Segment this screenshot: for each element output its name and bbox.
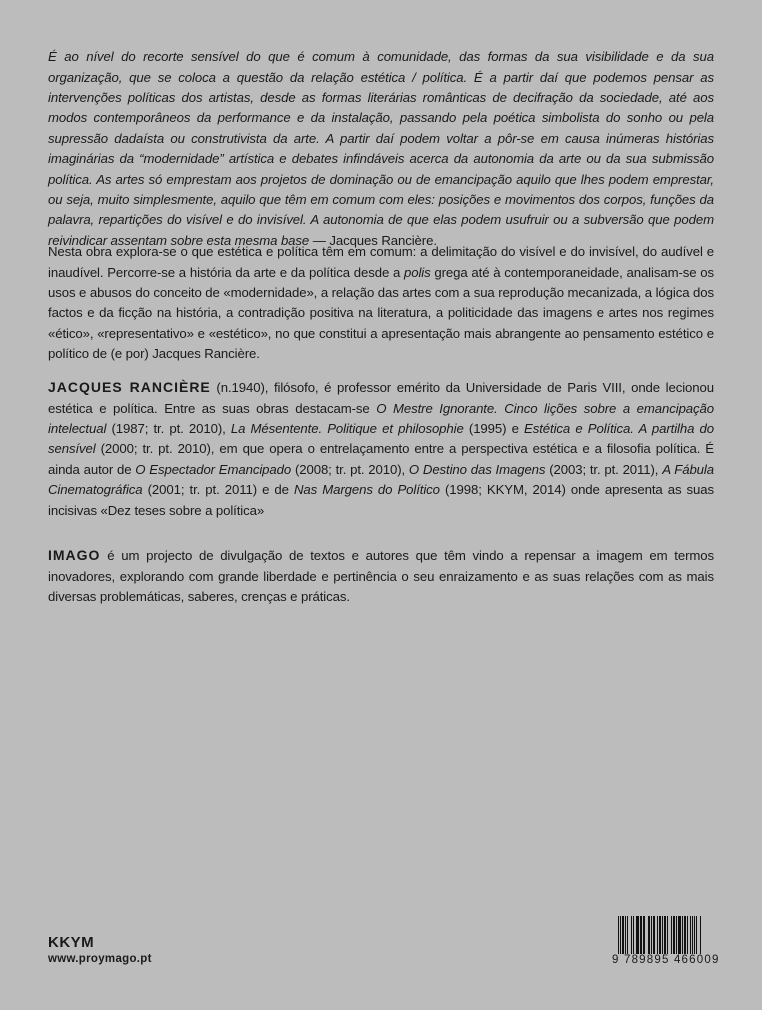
- imago-text: é um projecto de divulgação de textos e autores que têm vindo a repensar a imagem em termos inovadores, explorando com grande liberdade e pertinência o seu enraizamento e as suas relações com as mais diversas problemáticas, saberes, crenças e práticas.: [48, 548, 714, 604]
- book-title: O Mestre Ignorante. Cinco lições sobre a emancipação intelectual: [48, 400, 715, 436]
- summary-paragraph: [48, 242, 714, 364]
- author-bio: [48, 377, 714, 521]
- summary-text-1: Nesta obra explora-se o que estética e política têm em comum: a delimitação do visível e do invisível, do audível e inaudível. Percorre-se a história da arte e da política desde a: [48, 244, 714, 280]
- summary-polis: polis: [403, 264, 431, 280]
- author-name: JACQUES RANCIÈRE: [48, 379, 211, 396]
- bio-text: (1998; KKYM, 2014) onde apresenta as suas incisivas «Dez teses sobre a política»: [48, 482, 714, 518]
- imago-name: IMAGO: [48, 547, 101, 564]
- isbn-digits: 9 789895 466009: [612, 954, 720, 966]
- bio-text: (2000; tr. pt. 2010), em que opera o entrelaçamento entre a perspectiva estética e a filosofia política. É ainda autor de: [48, 441, 714, 477]
- book-title: O Espectador Emancipado: [135, 461, 292, 477]
- book-title: A Fábula Cinematográfica: [48, 461, 714, 498]
- bio-text: (2003; tr. pt. 2011),: [545, 461, 663, 477]
- quote-attribution: — Jacques Rancière.: [309, 232, 437, 248]
- barcode-bar: [701, 916, 702, 954]
- summary-text-2: grega até à contemporaneidade, analisam-se os usos e abusos do conceito de «modernidade», a relação das artes com a sua reprodução mecanizada, a lógica dos factos e da ficção na história, a contradição positiva na literatura, a politicidade das imagens e artes nos regimes «ético», «representativo» e «estético», no que constitui a apresentação mais abrangente ao pensamento estético e político de (e por) Jacques Rancière.: [48, 264, 714, 362]
- book-title: O Destino das Imagens: [408, 461, 546, 477]
- isbn-barcode: [612, 916, 720, 966]
- publisher-logo: KKYM: [48, 934, 95, 951]
- quote-text: É ao nível do recorte sensível do que é comum à comunidade, das formas da sua visibilidade e da sua organização, que se coloca a questão da relação estética / política. É a partir daí que podemos pensar as intervenções políticas dos artistas, desde as formas literárias românticas de decifração da sociedade, até aos modos contemporâneos da performance e da instalação, passando pela poética simbolista do sonho ou pela supressão dadaísta ou construtivista da arte. A partir daí podem voltar a pôr-se em causa inúmeras histórias imaginárias da “modernidade” artística e debates infindáveis acerca da autonomia da arte ou da sua submissão política. As artes só emprestam aos projetos de dominação ou de emancipação aquilo que lhes podem emprestar, ou seja, muito simplesmente, aquilo que têm em comum com eles: posições e movimentos dos corpos, funções da palavra, repartições do visível e do invisível. A autonomia de que elas podem usufruir ou a subversão que podem reivindicar assentam sobre esta mesma base: [48, 49, 714, 248]
- quote-paragraph: [48, 47, 714, 251]
- book-title: Estética e Política. A partilha do sensível: [48, 421, 714, 457]
- bio-text: (1995) e: [463, 421, 525, 436]
- barcode-bars: [618, 916, 702, 954]
- publisher-url: www.proymago.pt: [48, 953, 152, 965]
- bio-text: (2001; tr. pt. 2011) e de: [142, 482, 294, 498]
- imago-description: [48, 545, 714, 607]
- bio-text: (1987; tr. pt. 2010),: [106, 421, 231, 436]
- bio-text: (2008; tr. pt. 2010),: [291, 461, 409, 477]
- book-title: Nas Margens do Político: [293, 482, 440, 498]
- book-title: La Mésentente. Politique et philosophie: [230, 421, 464, 436]
- bio-text: (n.1940), filósofo, é professor emérito da Universidade de Paris VIII, onde lecionou estética e política. Entre as suas obras destacam-se: [48, 380, 714, 416]
